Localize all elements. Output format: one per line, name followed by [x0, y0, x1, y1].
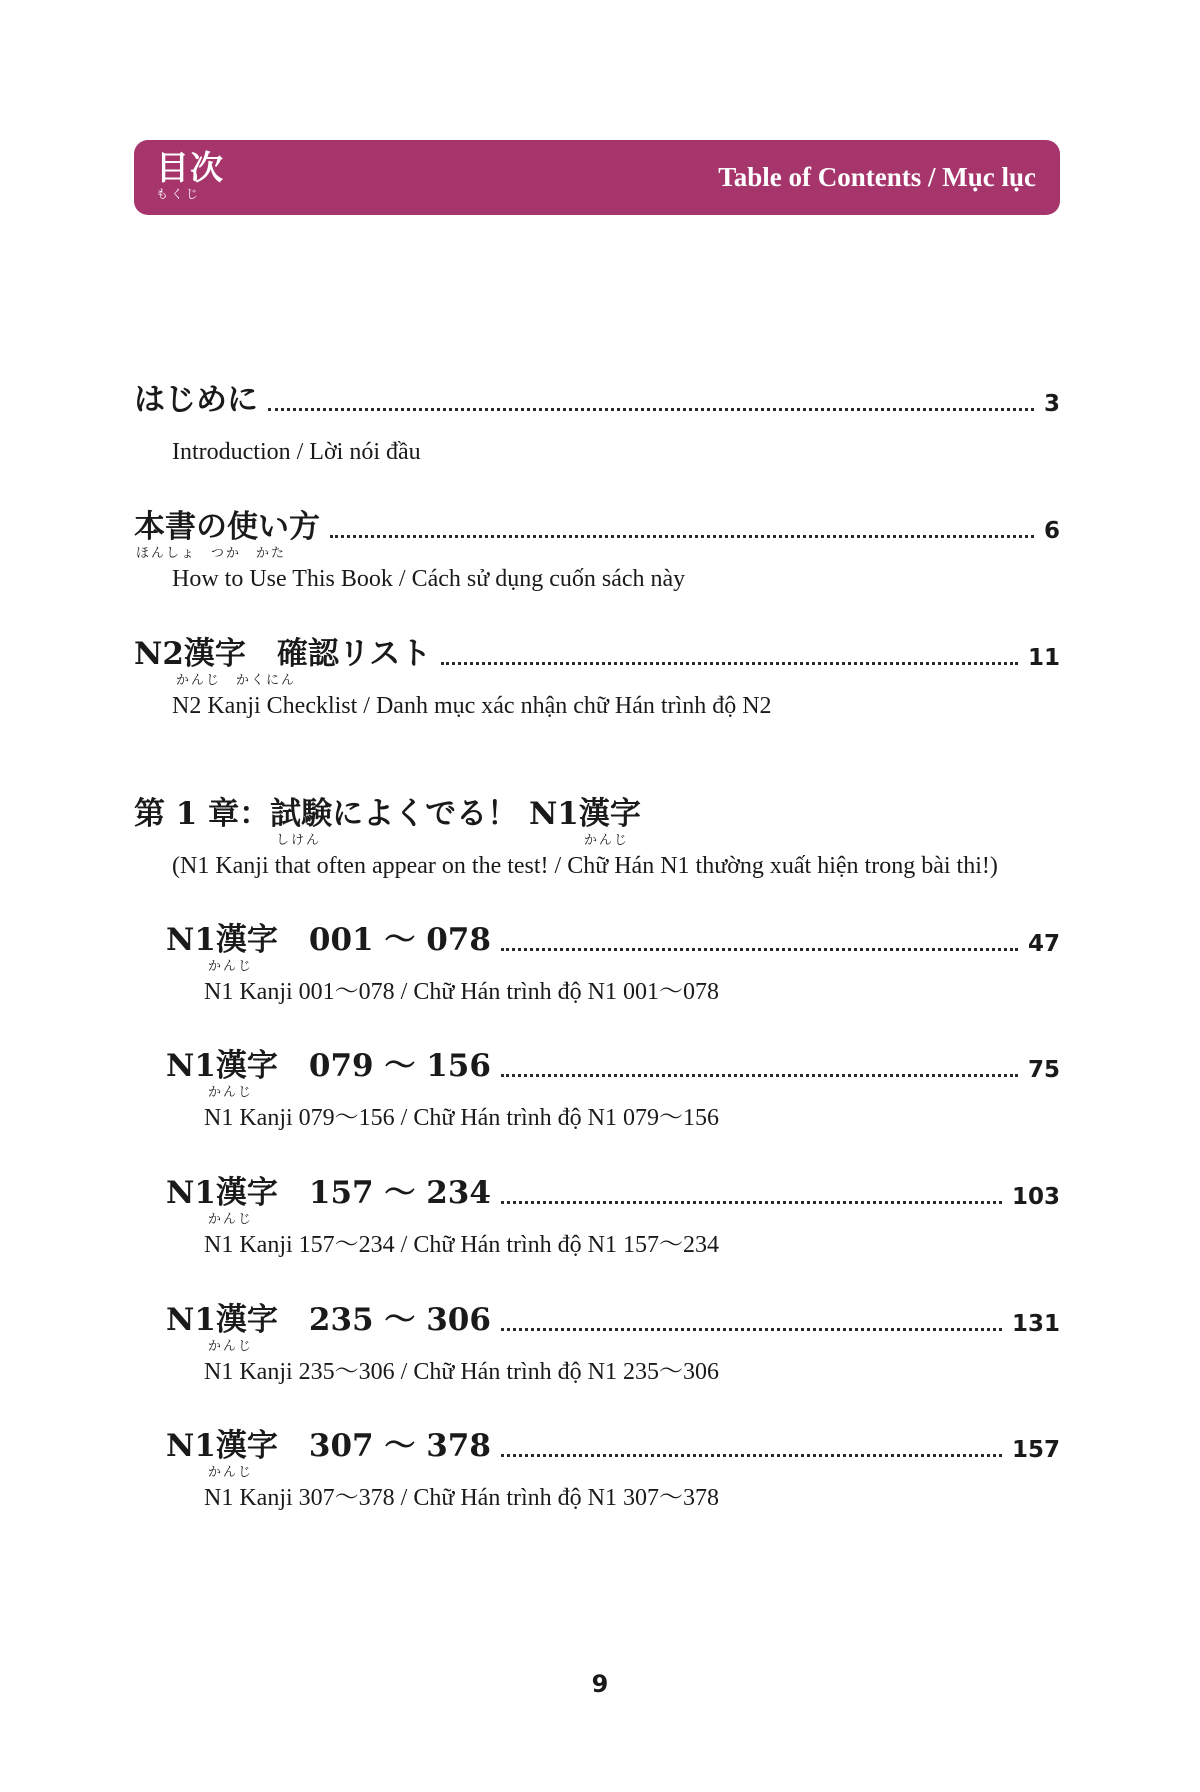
- toc-section-307-378[interactable]: [166, 1426, 1060, 1511]
- chapter-1-heading[interactable]: [134, 794, 1060, 879]
- toc-section-157-234[interactable]: [166, 1173, 1060, 1258]
- dot-leader: [501, 948, 1018, 951]
- entry-subtitle: Introduction / Lời nói đầu: [172, 439, 421, 465]
- section-page-number[interactable]: 103: [1011, 1184, 1060, 1210]
- section-page-number[interactable]: 131: [1011, 1311, 1060, 1337]
- chapter-title[interactable]: 第 1 章：試験によくでる！ N1漢字: [134, 796, 641, 832]
- entry-page-number[interactable]: 11: [1027, 645, 1060, 671]
- section-page-number[interactable]: 75: [1027, 1057, 1060, 1083]
- section-ruby: かんじ: [208, 1465, 254, 1480]
- entry-ruby: かんじ かくにん: [176, 673, 297, 688]
- toc-header-banner: [134, 140, 1060, 215]
- toc-section-235-306[interactable]: [166, 1300, 1060, 1385]
- section-ruby: かんじ: [208, 1212, 254, 1227]
- entry-subtitle: How to Use This Book / Cách sử dụng cuốn sách này: [172, 566, 686, 592]
- entry-page-number[interactable]: 6: [1043, 518, 1060, 544]
- entry-subtitle: N2 Kanji Checklist / Danh mục xác nhận chữ Hán trình độ N2: [172, 693, 772, 719]
- section-subtitle: N1 Kanji 157～234 / Chữ Hán trình độ N1 157～234: [204, 1232, 719, 1258]
- header-en-title: Table of Contents / Mục lục: [718, 162, 1036, 192]
- entry-page-number[interactable]: 3: [1043, 391, 1060, 417]
- section-subtitle: N1 Kanji 001～078 / Chữ Hán trình độ N1 001～078: [204, 979, 719, 1005]
- dot-leader: [501, 1074, 1018, 1077]
- dot-leader: [268, 408, 1034, 411]
- toc-entry-n2-checklist[interactable]: [134, 634, 1060, 719]
- toc-entry-how-to-use[interactable]: [134, 507, 1060, 592]
- dot-leader: [501, 1454, 1002, 1457]
- chapter-ruby-shiken: しけん: [276, 833, 322, 848]
- section-title[interactable]: N1漢字 307 ～ 378: [166, 1428, 491, 1464]
- section-subtitle: N1 Kanji 307～378 / Chữ Hán trình độ N1 307～378: [204, 1485, 719, 1511]
- dot-leader: [441, 662, 1018, 665]
- dot-leader: [501, 1201, 1002, 1204]
- toc-section-079-156[interactable]: [166, 1046, 1060, 1131]
- entry-title[interactable]: N2漢字 確認リスト: [134, 636, 432, 672]
- section-title[interactable]: N1漢字 079 ～ 156: [166, 1048, 491, 1084]
- header-jp-ruby: もくじ: [156, 187, 202, 201]
- section-page-number[interactable]: 47: [1027, 931, 1060, 957]
- dot-leader: [501, 1328, 1002, 1331]
- section-page-number[interactable]: 157: [1011, 1437, 1060, 1463]
- chapter-subtitle: (N1 Kanji that often appear on the test! / Chữ Hán N1 thường xuất hiện trong bài thi!): [172, 853, 998, 879]
- entry-title[interactable]: はじめに: [134, 382, 258, 418]
- entry-ruby: ほんしょ つか かた: [136, 546, 287, 561]
- section-title[interactable]: N1漢字 157 ～ 234: [166, 1175, 491, 1211]
- dot-leader: [330, 535, 1034, 538]
- section-ruby: かんじ: [208, 1339, 254, 1354]
- section-ruby: かんじ: [208, 1085, 254, 1100]
- header-jp-title: 目次: [156, 148, 224, 187]
- chapter-ruby-kanji: かんじ: [584, 833, 630, 848]
- toc-section-001-078[interactable]: [166, 920, 1060, 1005]
- page-number: 9: [591, 1670, 609, 1698]
- section-title[interactable]: N1漢字 001 ～ 078: [166, 922, 491, 958]
- section-subtitle: N1 Kanji 235～306 / Chữ Hán trình độ N1 235～306: [204, 1359, 719, 1385]
- section-title[interactable]: N1漢字 235 ～ 306: [166, 1302, 491, 1338]
- section-subtitle: N1 Kanji 079～156 / Chữ Hán trình độ N1 079～156: [204, 1105, 719, 1131]
- header-jp-block: [156, 150, 224, 200]
- toc-entry-introduction[interactable]: [134, 380, 1060, 465]
- entry-title[interactable]: 本書の使い方: [134, 509, 320, 545]
- section-ruby: かんじ: [208, 959, 254, 974]
